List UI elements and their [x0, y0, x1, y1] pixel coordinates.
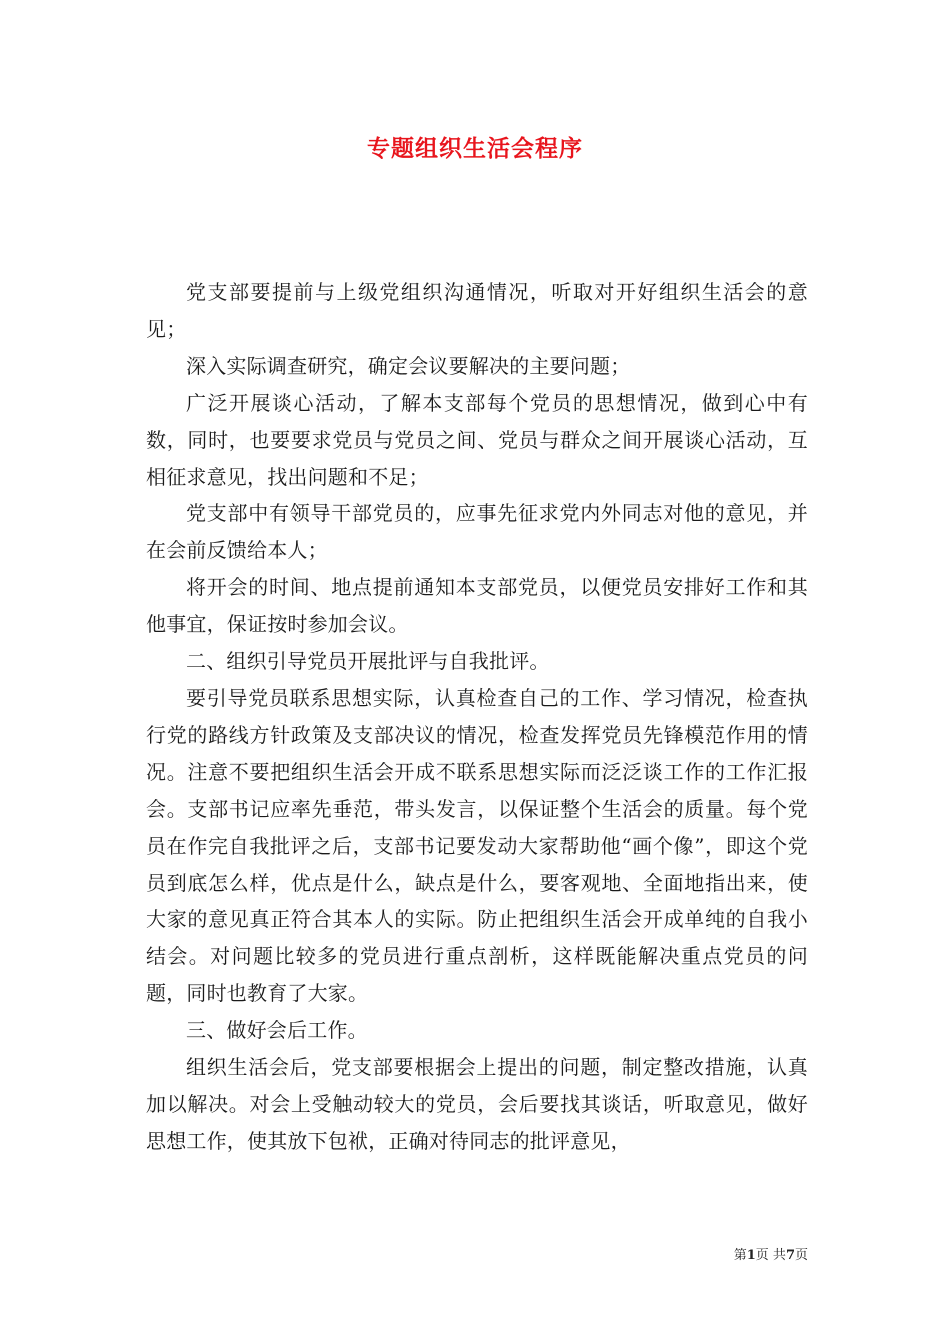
paragraph-6: 要引导党员联系思想实际，认真检查自己的工作、学习情况，检查执行党的路线方针政策及支部决议的情况，检查发挥党员先锋模范作用的情况。注意不要把组织生活会开成不联系思想实际而泛泛谈工作的工作汇报会。支部书记应率先垂范，带头发言，以保证整个生活会的质量。每个党员在作完自我批评之后，支部书记要发动大家帮助他“画个像”，即这个党员到底怎么样，优点是什么，缺点是什么，要客观地、全面地指出来，使大家的意见真正符合其本人的实际。防止把组织生活会开成单纯的自我小结会。对问题比较多的党员进行重点剖析，这样既能解决重点党员的问题，同时也教育了大家。	[146, 685, 808, 1006]
paragraph-7: 组织生活会后，党支部要根据会上提出的问题，制定整改措施，认真加以解决。对会上受触动较大的党员，会后要找其谈话，听取意见，做好思想工作，使其放下包袱，正确对待同志的批评意见，	[146, 1055, 808, 1153]
page-prefix: 第	[733, 1248, 747, 1263]
document-body	[146, 274, 808, 1160]
paragraph-5: 将开会的时间、地点提前通知本支部党员，以便党员安排好工作和其他事宜，保证按时参加会议。	[146, 575, 808, 637]
page-number-footer	[690, 1247, 808, 1265]
page-suffix: 页	[794, 1248, 808, 1263]
section-heading-2: 二、组织引导党员开展批评与自我批评。	[186, 649, 550, 674]
total-page-number: 7	[785, 1248, 795, 1263]
paragraph-1: 党支部要提前与上级党组织沟通情况，听取对开好组织生活会的意见；	[146, 280, 808, 341]
current-page-number: 1	[746, 1248, 756, 1263]
document-title: 专题组织生活会程序	[367, 135, 583, 162]
page-middle: 页 共	[755, 1248, 786, 1263]
paragraph-2: 深入实际调查研究，确定会议要解决的主要问题；	[186, 353, 631, 378]
section-heading-3: 三、做好会后工作。	[186, 1018, 368, 1043]
paragraph-3: 广泛开展谈心活动，了解本支部每个党员的思想情况，做到心中有数，同时，也要要求党员与党员之间、党员与群众之间开展谈心活动，互相征求意见，找出问题和不足；	[146, 390, 808, 489]
paragraph-4: 党支部中有领导干部党员的，应事先征求党内外同志对他的意见，并在会前反馈给本人；	[146, 501, 808, 563]
